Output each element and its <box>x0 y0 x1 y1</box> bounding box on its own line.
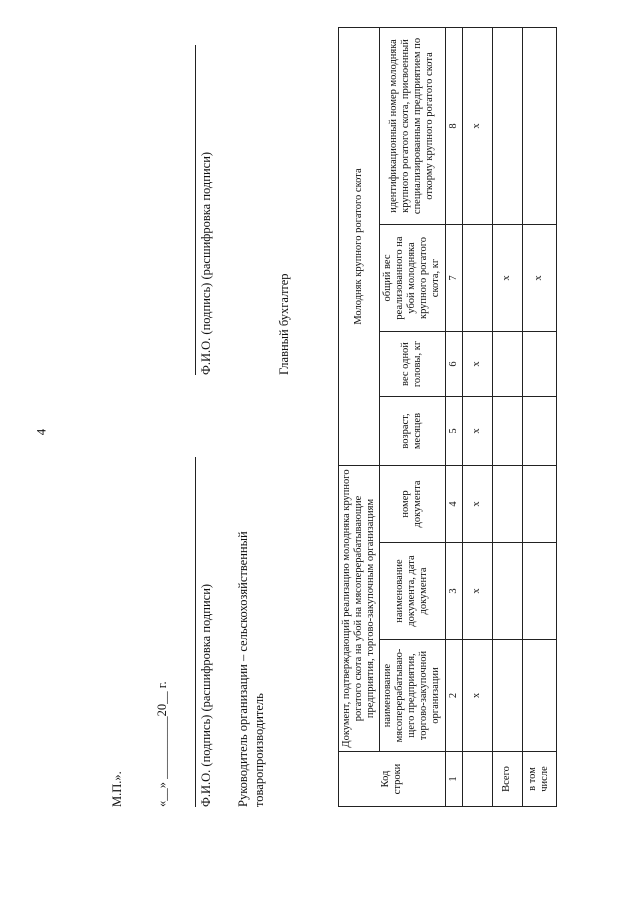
page-number: 4 <box>33 428 49 436</box>
table-cell <box>522 397 556 466</box>
accountant-label: Главный бухгалтер <box>277 273 291 375</box>
col-header: возраст, месяцев <box>380 397 445 466</box>
head-label: Руководитель организации – сельскохозяйственный товаропроизводитель <box>236 531 267 807</box>
table-cell <box>522 466 556 543</box>
table-row <box>492 28 522 807</box>
col-header: общий вес реализованного на убой молодняка крупного рогатого скота, кг <box>380 225 445 332</box>
cattle-group-header: Молодняк крупного рогатого скота <box>339 28 380 466</box>
table-row <box>522 28 556 807</box>
table-cell: х <box>492 225 522 332</box>
row-label: в том числе <box>522 752 556 807</box>
table-cell <box>522 543 556 640</box>
stamp-label: М.П.». <box>110 771 124 807</box>
number-row <box>445 28 462 807</box>
table-row <box>462 28 492 807</box>
col-number: 1 <box>445 752 462 807</box>
table-cell <box>522 332 556 397</box>
col-number: 8 <box>445 28 462 225</box>
col-number: 2 <box>445 640 462 752</box>
table-cell <box>492 466 522 543</box>
date-line: «__» __________20__ г. <box>155 681 169 807</box>
col-number: 4 <box>445 466 462 543</box>
col-header: наименование мясоперерабатываю-щего предприятия, торгово-закупочной организации <box>380 640 445 752</box>
row-label: Всего <box>492 752 522 807</box>
table-cell: х <box>462 332 492 397</box>
row-label <box>462 752 492 807</box>
accountant-caption: Ф.И.О. (подпись) (расшифровка подписи) <box>199 151 213 375</box>
table-cell: х <box>462 28 492 225</box>
table-cell: х <box>462 543 492 640</box>
table-cell: х <box>462 640 492 752</box>
head-signature-line <box>195 457 196 807</box>
table-cell <box>492 543 522 640</box>
rotated-page <box>15 15 640 895</box>
table-cell <box>492 332 522 397</box>
col-number: 3 <box>445 543 462 640</box>
table-cell: х <box>462 397 492 466</box>
header-row-1 <box>339 28 380 807</box>
report-table <box>338 27 557 807</box>
col-number: 7 <box>445 225 462 332</box>
header-row-2 <box>380 28 445 807</box>
table-cell <box>522 28 556 225</box>
col-number: 5 <box>445 397 462 466</box>
col-header: идентификационный номер молодняка крупного рогатого скота, присвоенный специализированным предприятием по откорму крупного рогатого скота <box>380 28 445 225</box>
accountant-signature-line <box>195 45 196 375</box>
doc-group-header: Документ, подтверждающий реализацию молодняка крупного рогатого скота на убой на мясоперерабатывающие предприятия, торгово-закупочным организациям <box>339 466 380 752</box>
table-cell <box>522 640 556 752</box>
table-cell <box>492 397 522 466</box>
table-cell: х <box>462 466 492 543</box>
col-header: номер документа <box>380 466 445 543</box>
table-cell <box>492 640 522 752</box>
head-caption: Ф.И.О. (подпись) (расшифровка подписи) <box>199 583 213 807</box>
col-code-header: Код строки <box>339 752 446 807</box>
col-header: вес одной головы, кг <box>380 332 445 397</box>
col-header: наименование документа, дата документа <box>380 543 445 640</box>
table-cell <box>462 225 492 332</box>
page-content <box>15 15 640 895</box>
table-cell: х <box>522 225 556 332</box>
col-number: 6 <box>445 332 462 397</box>
table-cell <box>492 28 522 225</box>
